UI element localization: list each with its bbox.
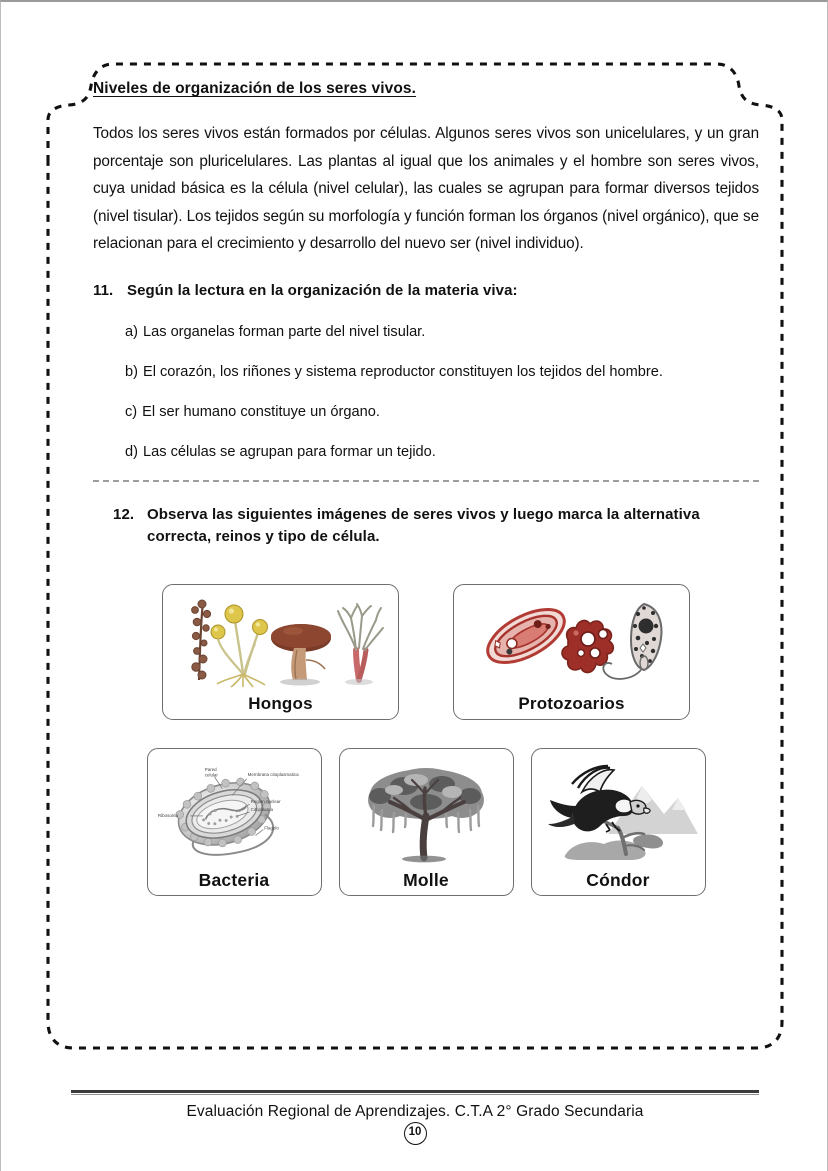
question-11-options — [93, 320, 759, 464]
option-b-letter: b) — [125, 363, 138, 380]
footer-rule-thin — [71, 1094, 759, 1095]
label-citoplasma: Citoplasma — [250, 807, 273, 813]
label-membrana: Membrana citoplasmatica — [247, 771, 299, 777]
card-hongos-label: Hongos — [248, 693, 313, 713]
fungi-illustration — [169, 591, 392, 694]
footer-rule-thick — [71, 1090, 759, 1093]
protozoa-illustration — [460, 591, 683, 694]
question-11-number: 11. — [93, 281, 114, 299]
option-a[interactable] — [93, 320, 759, 344]
option-d-letter: d) — [125, 443, 138, 460]
card-protozoarios[interactable] — [453, 584, 690, 720]
option-a-letter: a) — [125, 323, 138, 340]
condor-illustration — [538, 755, 699, 870]
option-b[interactable] — [93, 360, 759, 384]
card-bacteria[interactable] — [147, 748, 322, 896]
option-c[interactable] — [93, 400, 759, 424]
tree-illustration — [346, 755, 507, 870]
option-c-text: El ser humano constituye un órgano. — [142, 403, 380, 420]
question-11-text: Según la lectura en la organización de la materia viva: — [127, 281, 518, 299]
option-d-text: Las células se agrupan para formar un tejido. — [142, 443, 436, 460]
card-protozoarios-label: Protozoarios — [518, 693, 625, 713]
intro-paragraph: Todos los seres vivos están formados por células. Algunos seres vivos son unicelulares, y un gran porcentaje son pluricelulares. Las plantas al igual que los animales y el hombre son seres vivos, cuya unidad básica es la célula (nivel celular), las cuales se agrupan para formar diversos tejidos (nivel tisular). Los tejidos según su morfología y función forman los órganos (nivel orgánico), que se relacionan para el crecimiento y desarrollo del nuevo ser (nivel individuo). — [93, 125, 759, 252]
card-bacteria-label: Bacteria — [198, 869, 270, 890]
card-hongos[interactable] — [162, 584, 399, 720]
card-molle[interactable] — [339, 748, 514, 896]
label-flagelo: Flagelo — [263, 825, 279, 831]
label-ribosoma: Ribosoma — [157, 812, 178, 818]
option-a-text: Las organelas forman parte del nivel tisular. — [142, 323, 426, 340]
page-footer — [71, 1090, 759, 1145]
card-condor-label: Cóndor — [586, 869, 650, 890]
question-11-heading — [93, 280, 759, 302]
bacteria-diagram — [154, 755, 315, 870]
section-separator — [93, 480, 759, 482]
question-12-heading — [113, 504, 759, 548]
page-content — [93, 80, 759, 896]
option-d[interactable] — [93, 440, 759, 464]
species-card-grid — [93, 584, 759, 896]
question-12-block — [93, 504, 759, 548]
label-region-nuclear: Region nuclear — [250, 799, 281, 805]
question-11-block — [93, 280, 759, 464]
card-row-2 — [93, 748, 759, 896]
question-12-number: 12. — [113, 505, 135, 523]
option-b-text: El corazón, los riñones y sistema reproductor constituyen los tejidos del hombre. — [142, 363, 663, 380]
label-pared-celular-2: celular — [204, 772, 218, 778]
footer-text: Evaluación Regional de Aprendizajes. C.T.A 2° Grado Secundaria — [186, 1103, 644, 1120]
card-row-1 — [93, 584, 759, 720]
option-c-letter: c) — [125, 403, 138, 420]
question-12-text: Observa las siguientes imágenes de seres vivos y luego marca la alternativa correcta, reinos y tipo de célula. — [147, 505, 700, 545]
section-heading: Niveles de organización de los seres vivos. — [93, 80, 417, 97]
label-pared-celular: Pared — [204, 767, 217, 773]
card-condor[interactable] — [531, 748, 706, 896]
card-molle-label: Molle — [403, 869, 449, 890]
page-number-badge: 10 — [404, 1122, 427, 1145]
